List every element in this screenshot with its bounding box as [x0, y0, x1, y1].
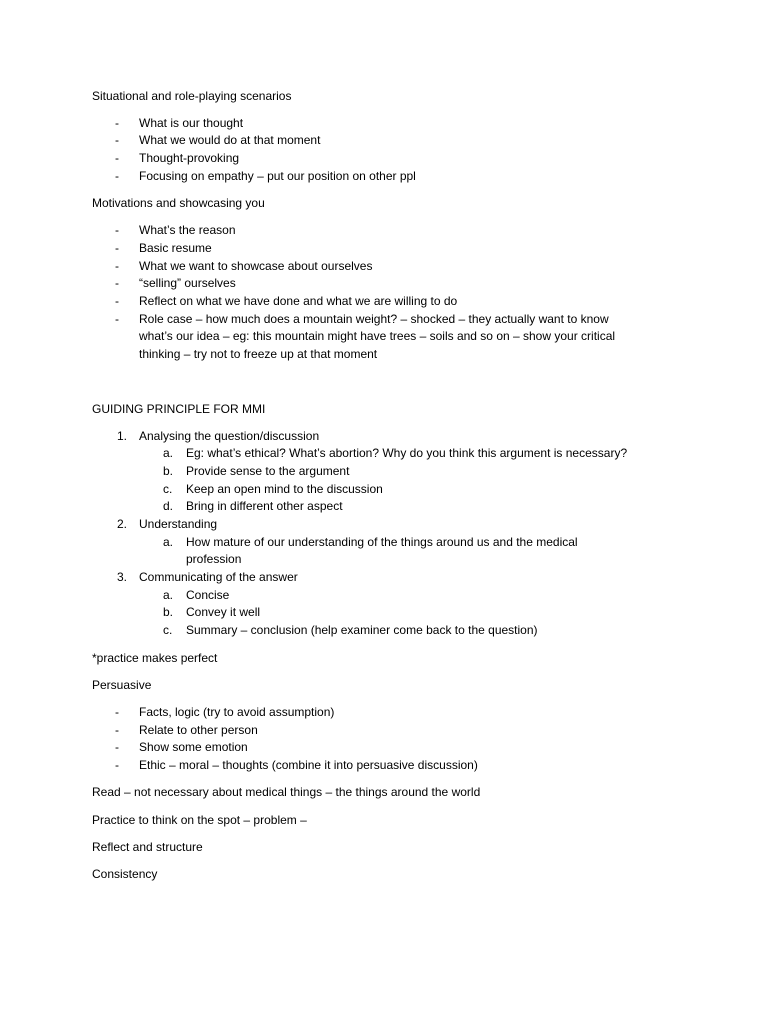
practice-note: *practice makes perfect	[92, 651, 218, 665]
list-item: What we want to showcase about ourselves	[139, 259, 373, 273]
lettered-marker: c.	[163, 623, 173, 637]
bullet-dash: -	[115, 151, 119, 165]
list-item-role-case-line: Role case – how much does a mountain weight? – shocked – they actually want to know	[139, 312, 609, 326]
numbered-marker: 3.	[117, 570, 128, 584]
sub-item: Bring in different other aspect	[186, 499, 343, 513]
bullet-dash: -	[115, 723, 119, 737]
numbered-item: Understanding	[139, 517, 218, 531]
bullet-dash: -	[115, 223, 119, 237]
sub-item: Eg: what’s ethical? What’s abortion? Why do you think this argument is necessary?	[186, 446, 628, 460]
bullet-dash: -	[115, 116, 119, 130]
list-item: Focusing on empathy – put our position on other ppl	[139, 169, 416, 183]
numbered-marker: 2.	[117, 517, 128, 531]
list-item: Show some emotion	[139, 740, 248, 754]
paragraph: Practice to think on the spot – problem –	[92, 813, 307, 827]
sub-item: Keep an open mind to the discussion	[186, 482, 383, 496]
list-item-role-case-line: thinking – try not to freeze up at that moment	[139, 347, 378, 361]
lettered-marker: c.	[163, 482, 173, 496]
bullet-dash: -	[115, 276, 119, 290]
section-heading-motivations: Motivations and showcasing you	[92, 196, 265, 210]
list-item: What’s the reason	[139, 223, 236, 237]
section-heading-situational: Situational and role-playing scenarios	[92, 89, 292, 103]
list-item: Relate to other person	[139, 723, 258, 737]
sub-item: How mature of our understanding of the things around us and the medical	[186, 535, 578, 549]
numbered-marker: 1.	[117, 429, 128, 443]
section-heading-guiding-principle: GUIDING PRINCIPLE FOR MMI	[92, 402, 266, 416]
bullet-dash: -	[115, 169, 119, 183]
paragraph: Reflect and structure	[92, 840, 203, 854]
list-item: Reflect on what we have done and what we are willing to do	[139, 294, 458, 308]
bullet-dash: -	[115, 259, 119, 273]
sub-item-continuation: profession	[186, 552, 242, 566]
lettered-marker: b.	[163, 605, 174, 619]
list-item: Thought-provoking	[139, 151, 240, 165]
lettered-marker: a.	[163, 535, 174, 549]
bullet-dash: -	[115, 133, 119, 147]
list-item: Facts, logic (try to avoid assumption)	[139, 705, 335, 719]
numbered-item: Analysing the question/discussion	[139, 429, 320, 443]
list-item-role-case-line: what’s our idea – eg: this mountain might have trees – soils and so on – show your critical	[139, 329, 616, 343]
sub-item: Concise	[186, 588, 230, 602]
bullet-dash: -	[115, 705, 119, 719]
sub-item: Convey it well	[186, 605, 261, 619]
list-item: Basic resume	[139, 241, 212, 255]
lettered-marker: d.	[163, 499, 174, 513]
list-item: “selling” ourselves	[139, 276, 236, 290]
bullet-dash: -	[115, 294, 119, 308]
paragraph: Read – not necessary about medical things – the things around the world	[92, 785, 481, 799]
bullet-dash: -	[115, 241, 119, 255]
sub-item: Summary – conclusion (help examiner come back to the question)	[186, 623, 538, 637]
list-item: What is our thought	[139, 116, 244, 130]
numbered-item: Communicating of the answer	[139, 570, 298, 584]
lettered-marker: b.	[163, 464, 174, 478]
bullet-dash: -	[115, 312, 119, 326]
list-item: What we would do at that moment	[139, 133, 321, 147]
lettered-marker: a.	[163, 446, 174, 460]
bullet-dash: -	[115, 758, 119, 772]
section-heading-persuasive: Persuasive	[92, 678, 152, 692]
list-item: Ethic – moral – thoughts (combine it into persuasive discussion)	[139, 758, 478, 772]
lettered-marker: a.	[163, 588, 174, 602]
sub-item: Provide sense to the argument	[186, 464, 350, 478]
paragraph: Consistency	[92, 867, 158, 881]
bullet-dash: -	[115, 740, 119, 754]
